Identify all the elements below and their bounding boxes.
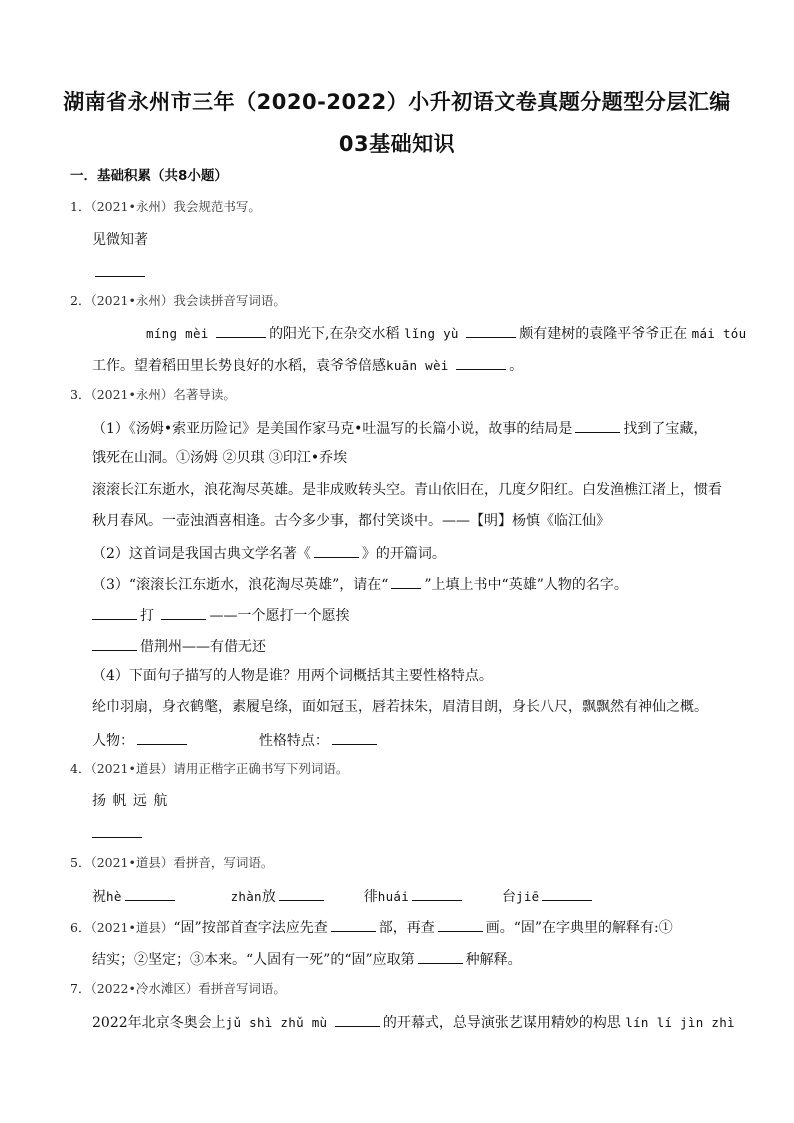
pinyin: lǐng yù bbox=[403, 326, 459, 341]
question-3 bbox=[70, 386, 710, 404]
question-prompt: （2021•道县）看拼音，写词语。 bbox=[90, 855, 274, 870]
q3-part4: （4）下面句子描写的人物是谁？用两个词概括其主要性格特点。 bbox=[92, 668, 493, 684]
answer-blank[interactable] bbox=[92, 636, 137, 651]
text: “固”按部首查字法应先查 bbox=[173, 920, 328, 936]
q1-word: 见微知著 bbox=[92, 232, 148, 248]
answer-blank[interactable] bbox=[161, 605, 206, 620]
label: 性格特点： bbox=[258, 733, 329, 749]
q3-part1-options: 饿死在山洞。①汤姆 ②贝琪 ③印江•乔埃 bbox=[92, 450, 348, 466]
text: （1）《汤姆•索亚历险记》是美国作家马克•吐温写的长篇小说，故事的结局是 bbox=[92, 421, 573, 437]
answer-blank[interactable] bbox=[279, 886, 324, 901]
question-number: 3． bbox=[70, 387, 91, 402]
answer-blank[interactable] bbox=[92, 605, 137, 620]
question-5 bbox=[70, 854, 710, 872]
section-heading: 一．基础积累（共8小题） bbox=[70, 168, 228, 184]
question-number: 4． bbox=[70, 761, 91, 776]
text: 借荆州——有借无还 bbox=[140, 639, 266, 655]
question-prompt: （2021•永州）我会读拼音写词语。 bbox=[90, 293, 286, 308]
text: 工作。望着稻田里长势良好的水稻，袁爷爷倍感 bbox=[92, 358, 386, 374]
char: 台 bbox=[502, 889, 516, 905]
answer-blank[interactable] bbox=[438, 917, 483, 932]
pinyin: zhàn bbox=[230, 889, 262, 904]
text: （3）“滚滚长江东逝水，浪花淘尽英雄”，请在“ bbox=[92, 577, 389, 593]
q3-part1 bbox=[92, 418, 732, 438]
pinyin: jǔ shì zhǔ mù bbox=[225, 1015, 328, 1030]
pinyin: mái tóu bbox=[691, 326, 747, 341]
question-number: 7． bbox=[70, 981, 91, 996]
answer-blank[interactable] bbox=[418, 949, 463, 964]
pinyin: jiē bbox=[516, 889, 540, 904]
q2-line-1 bbox=[146, 323, 786, 343]
question-number: 2． bbox=[70, 293, 91, 308]
pinyin: míng mèi bbox=[146, 326, 209, 341]
poem-line-2: 秋月春风。一壶浊酒喜相逢。古今多少事，都付笑谈中。——【明】杨慎《临江仙》 bbox=[92, 513, 610, 529]
text: 颇有建树的袁隆平爷爷正在 bbox=[519, 326, 688, 342]
text: （2）这首词是我国古典文学名著《 bbox=[92, 546, 311, 562]
q1-answer-blank[interactable] bbox=[92, 262, 732, 282]
answer-blank[interactable] bbox=[412, 886, 462, 901]
question-number: 5． bbox=[70, 855, 91, 870]
answer-blank[interactable] bbox=[332, 730, 377, 745]
text: 找到了宝藏， bbox=[623, 421, 708, 437]
question-source: （2021•道县） bbox=[90, 920, 174, 935]
text: 部，再查 bbox=[378, 920, 435, 936]
text: ”上填上书中“英雄”人物的名字。 bbox=[424, 577, 628, 593]
text: 2022年北京冬奥会上 bbox=[92, 1015, 226, 1031]
q3-part3 bbox=[92, 574, 732, 594]
q3-part4-description: 纶巾羽扇，身衣鹤氅，素履皂绦，面如冠玉，唇若抹朱，眉清目朗，身长八尺，飘飘然有神仙之概。 bbox=[92, 699, 708, 715]
q2-line-2 bbox=[92, 355, 732, 375]
answer-blank[interactable] bbox=[314, 543, 359, 558]
label: 人物： bbox=[92, 733, 134, 749]
q3-part4-answers bbox=[92, 730, 732, 750]
text: 的阳光下,在杂交水稻 bbox=[269, 326, 400, 342]
answer-blank[interactable] bbox=[125, 886, 175, 901]
q3-part3-line-b bbox=[92, 636, 732, 656]
question-2 bbox=[70, 292, 710, 310]
text: 的开幕式，总导演张艺谋用精妙的构思 bbox=[382, 1015, 621, 1031]
document-title: 湖南省永州市三年（2020-2022）小升初语文卷真题分题型分层汇编 bbox=[63, 90, 731, 114]
document-subtitle: 03基础知识 bbox=[338, 132, 456, 156]
question-1 bbox=[70, 198, 710, 216]
char: 放 bbox=[261, 889, 276, 905]
q7-line-1 bbox=[92, 1012, 735, 1032]
q4-answer-blank[interactable] bbox=[92, 823, 732, 843]
q4-words: 扬 帆 远 航 bbox=[92, 793, 169, 809]
answer-blank[interactable] bbox=[137, 730, 187, 745]
question-number: 1． bbox=[70, 199, 91, 214]
pinyin: huái bbox=[377, 889, 410, 904]
answer-blank[interactable] bbox=[575, 418, 620, 433]
q3-part3-line-a bbox=[92, 605, 732, 625]
text: 。 bbox=[509, 358, 524, 374]
answer-blank[interactable] bbox=[542, 886, 592, 901]
question-prompt: （2021•道县）请用正楷字正确书写下列词语。 bbox=[90, 761, 349, 776]
question-prompt: （2022•冷水滩区）看拼音写词语。 bbox=[90, 981, 286, 996]
poem-line-1: 滚滚长江东逝水，浪花淘尽英雄。是非成败转头空。青山依旧在，几度夕阳红。白发渔樵江渚上，惯看 bbox=[92, 482, 722, 498]
q3-part2 bbox=[92, 543, 732, 563]
answer-blank[interactable] bbox=[331, 917, 376, 932]
char: 徘 bbox=[363, 889, 378, 905]
q5-items bbox=[92, 886, 732, 906]
question-4 bbox=[70, 760, 710, 778]
question-6 bbox=[70, 917, 710, 937]
answer-blank[interactable] bbox=[456, 355, 506, 370]
answer-blank[interactable] bbox=[391, 574, 421, 589]
text: 种解释。 bbox=[465, 952, 522, 968]
text: 》的开篇词。 bbox=[361, 546, 446, 562]
question-prompt: （2021•永州）名著导读。 bbox=[90, 387, 236, 402]
char: 祝 bbox=[92, 889, 106, 905]
pinyin: kuān wèi bbox=[386, 358, 449, 373]
text: ——一个愿打一个愿挨 bbox=[209, 608, 350, 624]
pinyin: hè bbox=[106, 889, 122, 904]
text: 打 bbox=[140, 608, 154, 624]
pinyin: lín lí jìn zhì bbox=[625, 1015, 735, 1030]
answer-blank[interactable] bbox=[216, 323, 266, 338]
question-prompt: （2021•永州）我会规范书写。 bbox=[90, 199, 261, 214]
text: 结实；②坚定；③本来。“人固有一死”的“固”应取第 bbox=[92, 952, 415, 968]
answer-blank[interactable] bbox=[335, 1012, 380, 1027]
q6-line-2 bbox=[92, 949, 732, 969]
question-7 bbox=[70, 980, 710, 998]
text: 画。“固”在字典里的解释有:① bbox=[485, 920, 673, 936]
question-number: 6． bbox=[70, 920, 91, 935]
answer-blank[interactable] bbox=[466, 323, 516, 338]
